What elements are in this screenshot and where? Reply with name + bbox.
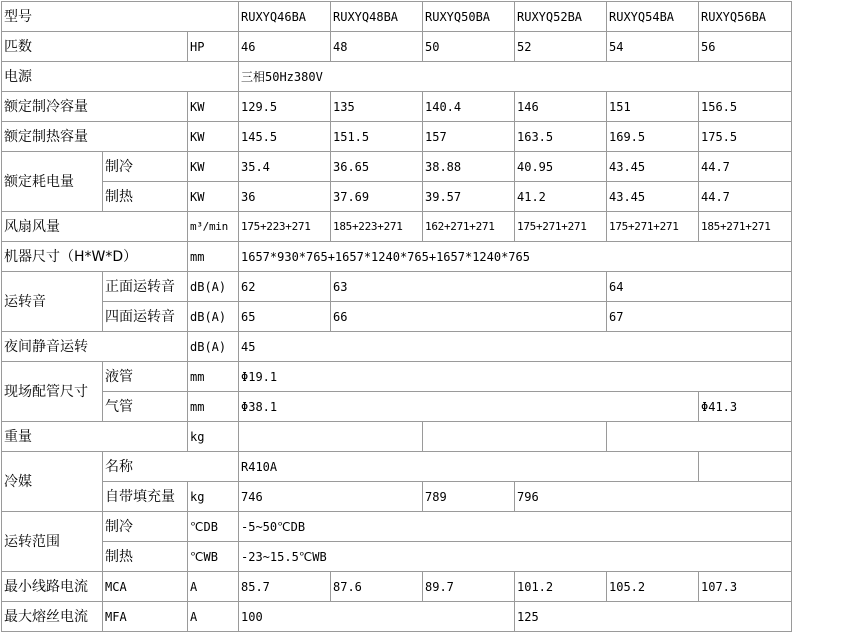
power-consumption-heating-value: 36 bbox=[239, 182, 331, 212]
piping-liquid-value: Φ19.1 bbox=[239, 362, 792, 392]
dimensions-value: 1657*930*765+1657*1240*765+1657*1240*765 bbox=[239, 242, 792, 272]
row-hp bbox=[2, 32, 792, 62]
weight-value bbox=[239, 422, 423, 452]
power-consumption-heating-value: 39.57 bbox=[423, 182, 515, 212]
power-consumption-heating-value: 41.2 bbox=[515, 182, 607, 212]
refrigerant-label: 冷媒 bbox=[2, 452, 103, 512]
refrigerant-charge-value: 746 bbox=[239, 482, 423, 512]
sound-four-side-value: 67 bbox=[607, 302, 792, 332]
piping-gas-unit: mm bbox=[188, 392, 239, 422]
weight-value bbox=[423, 422, 607, 452]
model-cell: RUXYQ48BA bbox=[331, 2, 423, 32]
piping-label: 现场配管尺寸 bbox=[2, 362, 103, 422]
row-operating-cooling bbox=[2, 512, 792, 542]
dimensions-unit: mm bbox=[188, 242, 239, 272]
power-consumption-cooling-value: 40.95 bbox=[515, 152, 607, 182]
airflow-value: 185+271+271 bbox=[699, 212, 792, 242]
power-consumption-heating-unit: KW bbox=[188, 182, 239, 212]
sound-four-side-value: 66 bbox=[331, 302, 607, 332]
model-cell: RUXYQ46BA bbox=[239, 2, 331, 32]
mca-label: 最小线路电流 bbox=[2, 572, 103, 602]
operating-cooling-label: 制冷 bbox=[103, 512, 188, 542]
row-night-quiet bbox=[2, 332, 792, 362]
row-weight bbox=[2, 422, 792, 452]
spec-table bbox=[1, 1, 792, 632]
mfa-value: 125 bbox=[515, 602, 792, 632]
row-airflow bbox=[2, 212, 792, 242]
sound-label: 运转音 bbox=[2, 272, 103, 332]
heating-capacity-value: 163.5 bbox=[515, 122, 607, 152]
airflow-value: 175+271+271 bbox=[515, 212, 607, 242]
weight-value bbox=[607, 422, 792, 452]
airflow-value: 185+223+271 bbox=[331, 212, 423, 242]
row-power-consumption-cooling bbox=[2, 152, 792, 182]
dimensions-label: 机器尺寸（H*W*D） bbox=[2, 242, 188, 272]
mca-unit: A bbox=[188, 572, 239, 602]
power-consumption-cooling-value: 36.65 bbox=[331, 152, 423, 182]
row-refrigerant-charge bbox=[2, 482, 792, 512]
power-consumption-cooling-unit: KW bbox=[188, 152, 239, 182]
piping-liquid-label: 液管 bbox=[103, 362, 188, 392]
hp-value: 48 bbox=[331, 32, 423, 62]
row-dimensions bbox=[2, 242, 792, 272]
power-consumption-cooling-value: 44.7 bbox=[699, 152, 792, 182]
cooling-capacity-label: 额定制冷容量 bbox=[2, 92, 188, 122]
mfa-unit: A bbox=[188, 602, 239, 632]
refrigerant-charge-value: 796 bbox=[515, 482, 792, 512]
operating-cooling-unit: ℃DB bbox=[188, 512, 239, 542]
operating-cooling-value: -5~50℃DB bbox=[239, 512, 792, 542]
row-heating-capacity bbox=[2, 122, 792, 152]
cooling-capacity-value: 129.5 bbox=[239, 92, 331, 122]
hp-unit: HP bbox=[188, 32, 239, 62]
operating-heating-unit: ℃WB bbox=[188, 542, 239, 572]
sound-front-value: 62 bbox=[239, 272, 331, 302]
row-mca bbox=[2, 572, 792, 602]
model-cell: RUXYQ52BA bbox=[515, 2, 607, 32]
operating-heating-value: -23~15.5℃WB bbox=[239, 542, 792, 572]
row-piping-gas bbox=[2, 392, 792, 422]
mca-value: 87.6 bbox=[331, 572, 423, 602]
airflow-value: 175+223+271 bbox=[239, 212, 331, 242]
operating-heating-label: 制热 bbox=[103, 542, 188, 572]
airflow-unit: m³/min bbox=[188, 212, 239, 242]
mca-value: 105.2 bbox=[607, 572, 699, 602]
model-cell: RUXYQ56BA bbox=[699, 2, 792, 32]
row-cooling-capacity bbox=[2, 92, 792, 122]
night-quiet-unit: dB(A) bbox=[188, 332, 239, 362]
piping-gas-value: Φ38.1 bbox=[239, 392, 699, 422]
mca-value: 89.7 bbox=[423, 572, 515, 602]
row-sound-four-side bbox=[2, 302, 792, 332]
sound-front-unit: dB(A) bbox=[188, 272, 239, 302]
refrigerant-name-label: 名称 bbox=[103, 452, 239, 482]
row-operating-heating bbox=[2, 542, 792, 572]
cooling-capacity-value: 156.5 bbox=[699, 92, 792, 122]
mca-abbr: MCA bbox=[103, 572, 188, 602]
hp-value: 46 bbox=[239, 32, 331, 62]
weight-label: 重量 bbox=[2, 422, 188, 452]
heating-capacity-unit: KW bbox=[188, 122, 239, 152]
power-consumption-heating-value: 37.69 bbox=[331, 182, 423, 212]
night-quiet-value: 45 bbox=[239, 332, 792, 362]
refrigerant-name-value: R410A bbox=[239, 452, 699, 482]
heating-capacity-value: 169.5 bbox=[607, 122, 699, 152]
power-consumption-heating-label: 制热 bbox=[103, 182, 188, 212]
hp-value: 54 bbox=[607, 32, 699, 62]
airflow-label: 风扇风量 bbox=[2, 212, 188, 242]
refrigerant-charge-unit: kg bbox=[188, 482, 239, 512]
row-sound-front bbox=[2, 272, 792, 302]
piping-gas-label: 气管 bbox=[103, 392, 188, 422]
model-cell: RUXYQ50BA bbox=[423, 2, 515, 32]
refrigerant-name-value-extra bbox=[699, 452, 792, 482]
sound-front-value: 64 bbox=[607, 272, 792, 302]
row-mfa bbox=[2, 602, 792, 632]
sound-four-side-label: 四面运转音 bbox=[103, 302, 188, 332]
hp-value: 50 bbox=[423, 32, 515, 62]
model-cell: RUXYQ54BA bbox=[607, 2, 699, 32]
cooling-capacity-value: 140.4 bbox=[423, 92, 515, 122]
cooling-capacity-value: 146 bbox=[515, 92, 607, 122]
hp-value: 56 bbox=[699, 32, 792, 62]
cooling-capacity-value: 135 bbox=[331, 92, 423, 122]
power-consumption-label: 额定耗电量 bbox=[2, 152, 103, 212]
sound-four-side-unit: dB(A) bbox=[188, 302, 239, 332]
mca-value: 85.7 bbox=[239, 572, 331, 602]
piping-liquid-unit: mm bbox=[188, 362, 239, 392]
power-consumption-cooling-value: 38.88 bbox=[423, 152, 515, 182]
power-consumption-heating-value: 44.7 bbox=[699, 182, 792, 212]
sound-four-side-value: 65 bbox=[239, 302, 331, 332]
refrigerant-charge-value: 789 bbox=[423, 482, 515, 512]
row-refrigerant-name bbox=[2, 452, 792, 482]
row-power bbox=[2, 62, 792, 92]
mca-value: 101.2 bbox=[515, 572, 607, 602]
row-power-consumption-heating bbox=[2, 182, 792, 212]
sound-front-value: 63 bbox=[331, 272, 607, 302]
power-label: 电源 bbox=[2, 62, 239, 92]
airflow-value: 175+271+271 bbox=[607, 212, 699, 242]
power-consumption-cooling-value: 35.4 bbox=[239, 152, 331, 182]
night-quiet-label: 夜间静音运转 bbox=[2, 332, 188, 362]
heating-capacity-value: 151.5 bbox=[331, 122, 423, 152]
heating-capacity-value: 145.5 bbox=[239, 122, 331, 152]
mfa-abbr: MFA bbox=[103, 602, 188, 632]
operating-range-label: 运转范围 bbox=[2, 512, 103, 572]
refrigerant-charge-label: 自带填充量 bbox=[103, 482, 188, 512]
piping-gas-value: Φ41.3 bbox=[699, 392, 792, 422]
power-consumption-cooling-value: 43.45 bbox=[607, 152, 699, 182]
row-model bbox=[2, 2, 792, 32]
hp-value: 52 bbox=[515, 32, 607, 62]
hp-label: 匹数 bbox=[2, 32, 188, 62]
airflow-value: 162+271+271 bbox=[423, 212, 515, 242]
cooling-capacity-unit: KW bbox=[188, 92, 239, 122]
weight-unit: kg bbox=[188, 422, 239, 452]
heating-capacity-value: 157 bbox=[423, 122, 515, 152]
heating-capacity-value: 175.5 bbox=[699, 122, 792, 152]
model-label: 型号 bbox=[2, 2, 239, 32]
power-consumption-cooling-label: 制冷 bbox=[103, 152, 188, 182]
heating-capacity-label: 额定制热容量 bbox=[2, 122, 188, 152]
mca-value: 107.3 bbox=[699, 572, 792, 602]
mfa-label: 最大熔丝电流 bbox=[2, 602, 103, 632]
mfa-value: 100 bbox=[239, 602, 515, 632]
power-consumption-heating-value: 43.45 bbox=[607, 182, 699, 212]
row-piping-liquid bbox=[2, 362, 792, 392]
sound-front-label: 正面运转音 bbox=[103, 272, 188, 302]
power-value: 三相50Hz380V bbox=[239, 62, 792, 92]
cooling-capacity-value: 151 bbox=[607, 92, 699, 122]
